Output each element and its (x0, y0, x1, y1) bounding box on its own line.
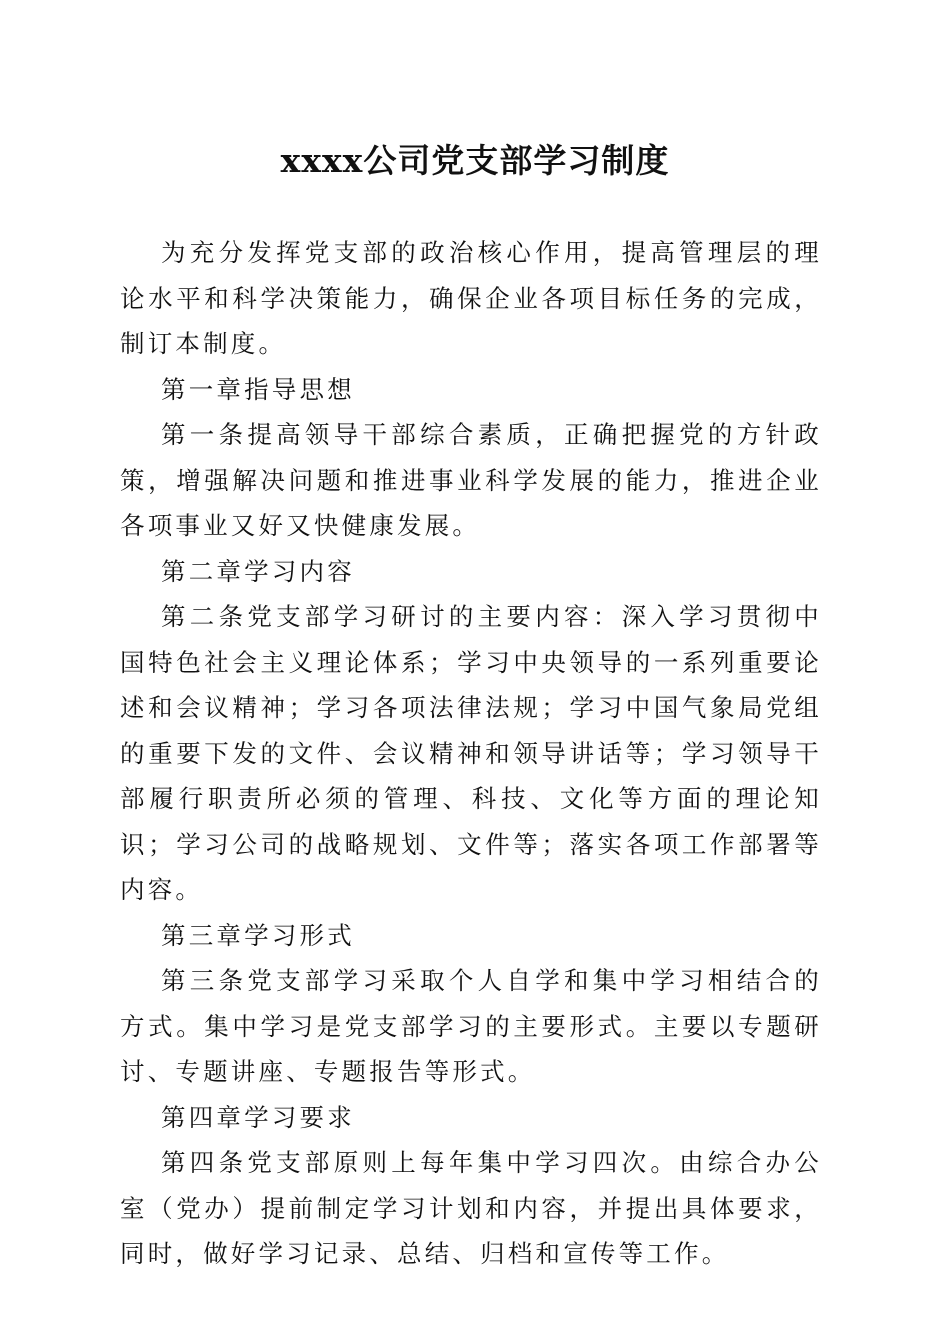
document-title: xxxx公司党支部学习制度 (280, 141, 670, 180)
document-body (120, 230, 822, 1277)
chapter-heading: 第一章指导思想 (161, 374, 355, 404)
chapter-heading: 第三章学习形式 (161, 920, 355, 950)
intro-paragraph: 为充分发挥党支部的政治核心作用，提高管理层的理论水平和科学决策能力，确保企业各项目标任务的完成，制订本制度。 (120, 238, 822, 358)
article-paragraph: 第二条党支部学习研讨的主要内容：深入学习贯彻中国特色社会主义理论体系；学习中央领导的一系列重要论述和会议精神；学习各项法律法规；学习中国气象局党组的重要下发的文件、会议精神和领导讲话等；学习领导干部履行职责所必须的管理、科技、文化等方面的理论知识；学习公司的战略规划、文件等；落实各项工作部署等内容。 (120, 602, 822, 904)
article-paragraph: 第三条党支部学习采取个人自学和集中学习相结合的方式。集中学习是党支部学习的主要形式。主要以专题研讨、专题讲座、专题报告等形式。 (120, 966, 822, 1086)
article-paragraph: 第一条提高领导干部综合素质，正确把握党的方针政策，增强解决问题和推进事业科学发展的能力，推进企业各项事业又好又快健康发展。 (120, 420, 822, 540)
chapter-heading: 第四章学习要求 (161, 1102, 355, 1132)
chapter-heading: 第二章学习内容 (161, 556, 355, 586)
article-paragraph: 第四条党支部原则上每年集中学习四次。由综合办公室（党办）提前制定学习计划和内容，并提出具体要求，同时，做好学习记录、总结、归档和宣传等工作。 (120, 1148, 822, 1268)
